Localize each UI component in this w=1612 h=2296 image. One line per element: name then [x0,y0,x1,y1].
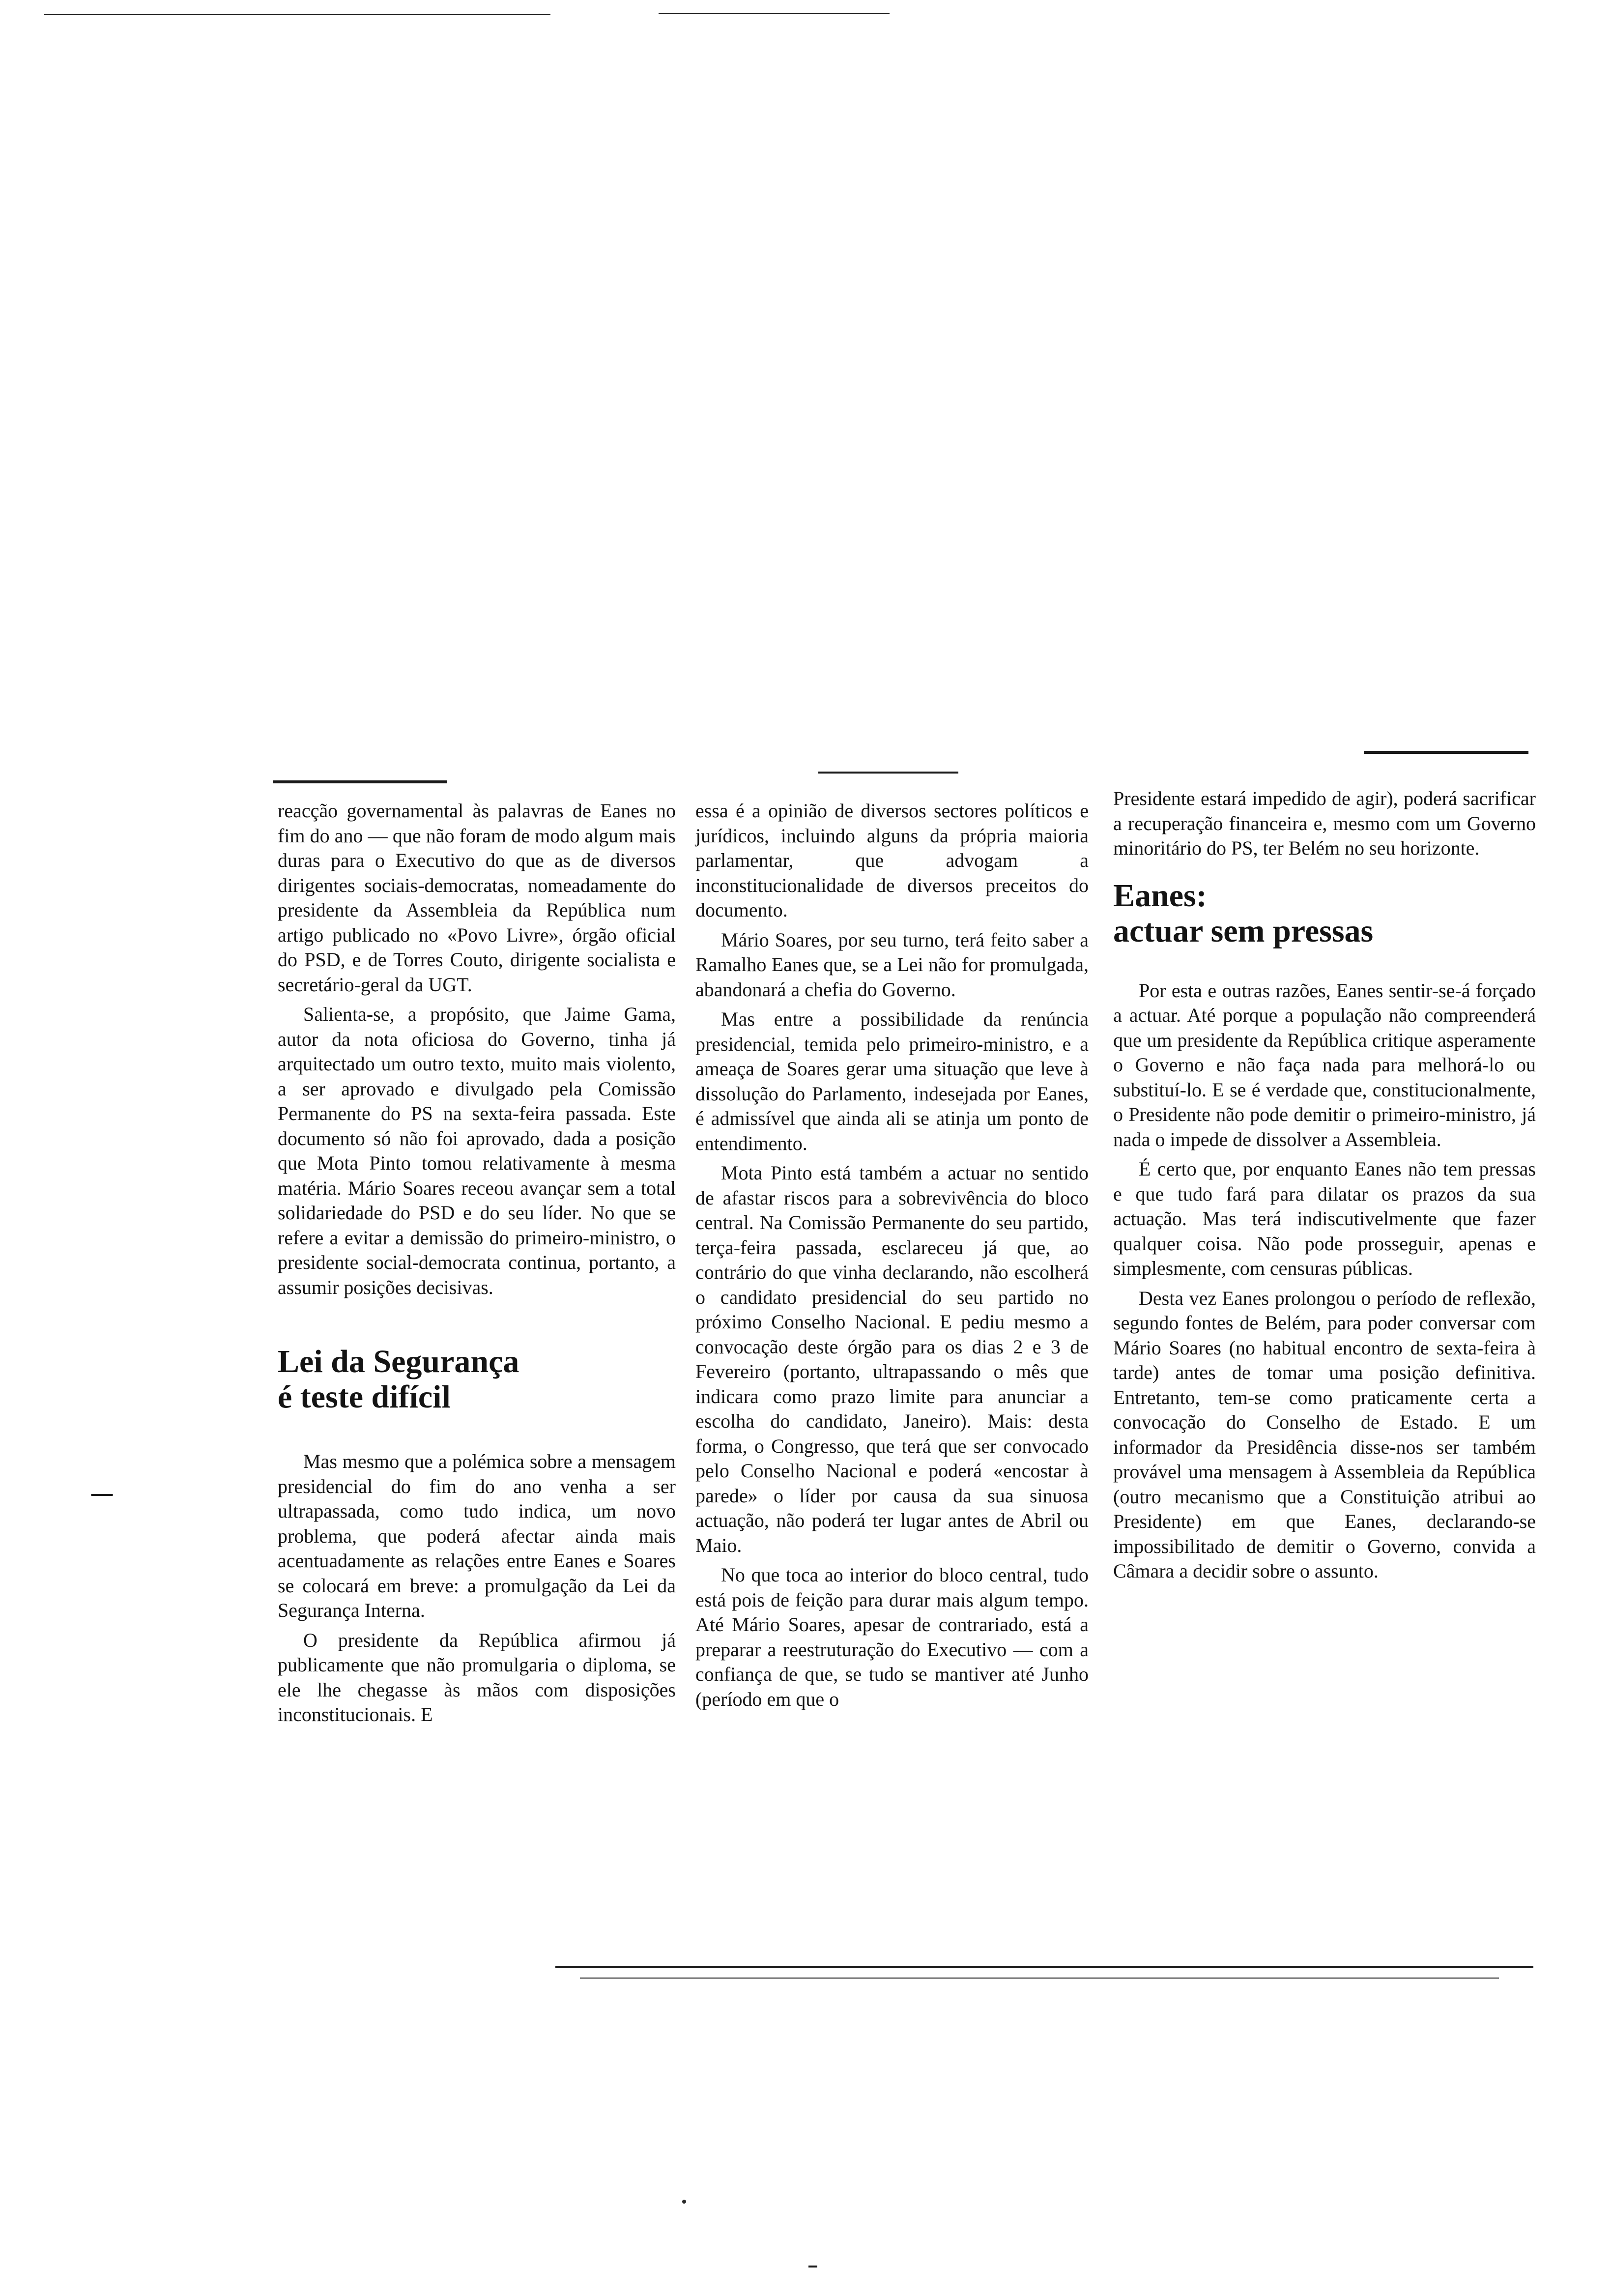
article-bottom-rule-2 [580,1978,1499,1979]
paragraph: É certo que, por enquanto Eanes não tem pressas e que tudo fará para dilatar os prazos da sua actuação. Mas terá indiscutivelmente que fazer qualquer coisa. Não pode prosseguir, apenas e simplesmente, com censuras públicas. [1113,1158,1536,1279]
paragraph: O presidente da República afirmou já publicamente que não promulgaria o diploma, se ele lhe chegasse às mãos com disposições inconstitucionais. E [278,1629,676,1725]
col1-top-rule [273,780,447,783]
paragraph: Mota Pinto está também a actuar no sentido de afastar riscos para a sobrevivência do bloco central. Na Comissão Permanente do seu partido, terça-feira passada, esclareceu já que, ao contrário do que vinha declarando, não escolherá o candidato presidencial do seu partido no próximo Conselho Nacional. E pediu mesmo a convocação deste órgão para os dias 2 e 3 de Fevereiro (portanto, ultrapassando o mês que indicara como prazo limite para anunciar a escolha do candidato, Janeiro). Mais: desta forma, o Congresso, que terá que ser convocado pelo Conselho Nacional e poderá «encostar à parede» o líder por causa da sua sinuosa actuação, não poderá ter lugar antes de Abril ou Maio. [695,1162,1089,1556]
speck [682,2200,686,2204]
top-edge-rule-left [44,14,550,15]
article-column-3 [1113,786,1536,1589]
heading-line: Lei da Segurança [278,1344,519,1379]
paragraph: Desta vez Eanes prolongou o período de reflexão, segundo fontes de Belém, para poder conversar com Mário Soares (no habitual encontro de sexta-feira à tarde) antes de tomar uma posição definitiva. Entretanto, tem-se como praticamente certa a convocação do Conselho de Estado. E um informador da Presidência disse-nos ser também provável uma mensagem à Assembleia da República (outro mecanismo que a Constituição atribui ao Presidente) em que Eanes, declarando-se impossibilitado de demitir o Governo, convida a Câmara a decidir sobre o assunto. [1113,1287,1536,1582]
article-column-2 [695,799,1089,1717]
heading-line: é teste difícil [278,1379,451,1415]
paragraph: Presidente estará impedido de agir), poderá sacrificar a recuperação financeira e, mesmo com um Governo minoritário do PS, ter Belém no seu horizonte. [1113,787,1536,859]
paragraph: reacção governamental às palavras de Eanes no fim do ano — que não foram de modo algum mais duras para o Executivo do que as de diversos dirigentes sociais-democratas, nomeadamente do presidente da Assembleia da República num artigo publicado no «Povo Livre», órgão oficial do PSD, e de Torres Couto, dirigente socialista e secretário-geral da UGT. [278,800,676,996]
paragraph: Mário Soares, por seu turno, terá feito saber a Ramalho Eanes que, se a Lei não for promulgada, abandonará a chefia do Governo. [695,928,1089,1001]
paragraph: Salienta-se, a propósito, que Jaime Gama, autor da nota oficiosa do Governo, tinha já arquitectado um outro texto, muito mais violento, a ser aprovado e divulgado pela Comissão Permanente do PS na sexta-feira passada. Este documento só não foi aprovado, dada a posição que Mota Pinto tomou relativamente à mesma matéria. Mário Soares receou avançar sem a total solidariedade do PSD e do seu líder. No que se refere a evitar a demissão do primeiro-ministro, o presidente social-democrata continua, portanto, a assumir posições decisivas. [278,1003,676,1298]
section-heading-lei-da-seguranca [278,1344,676,1415]
paragraph: Mas mesmo que a polémica sobre a mensagem presidencial do fim do ano venha a ser ultrapassada, como tudo indica, um novo problema, que poderá afectar ainda mais acentuadamente as relações entre Eanes e Soares se colocará em breve: a promulgação da Lei da Segurança Interna. [278,1450,676,1621]
article-bottom-rule-1 [555,1966,1533,1968]
paragraph: Mas entre a possibilidade da renúncia presidencial, temida pelo primeiro-ministro, e a ameaça de Soares gerar uma situação que leve à dissolução do Parlamento, indesejada por Eanes, é admissível que ainda ali se atinja um ponto de entendimento. [695,1008,1089,1154]
speck-dash [808,2266,817,2267]
top-edge-rule-right [659,13,890,14]
margin-mark [91,1494,113,1496]
col2-top-rule [818,772,958,774]
col3-top-rule [1364,751,1528,754]
paragraph: No que toca ao interior do bloco central, tudo está pois de feição para durar mais algum tempo. Até Mário Soares, apesar de contrariado, está a preparar a reestruturação do Executivo — com a confiança de que, se tudo se mantiver até Junho (período em que o [695,1564,1089,1710]
heading-line: actuar sem pressas [1113,913,1374,949]
paragraph: Por esta e outras razões, Eanes sentir-se-á forçado a actuar. Até porque a população não compreenderá que um presidente da República critique asperamente o Governo e não faça nada para melhorá-lo ou substituí-lo. E se é verdade que, constitucionalmente, o Presidente não pode demitir o primeiro-ministro, já nada o impede de dissolver a Assembleia. [1113,979,1536,1150]
article-column-1 [278,799,676,1732]
section-heading-eanes [1113,878,1536,949]
heading-line: Eanes: [1113,877,1207,914]
paragraph: essa é a opinião de diversos sectores políticos e jurídicos, incluindo alguns da própria maioria parlamentar, que advogam a inconstitucionalidade de diversos preceitos do documento. [695,800,1089,921]
